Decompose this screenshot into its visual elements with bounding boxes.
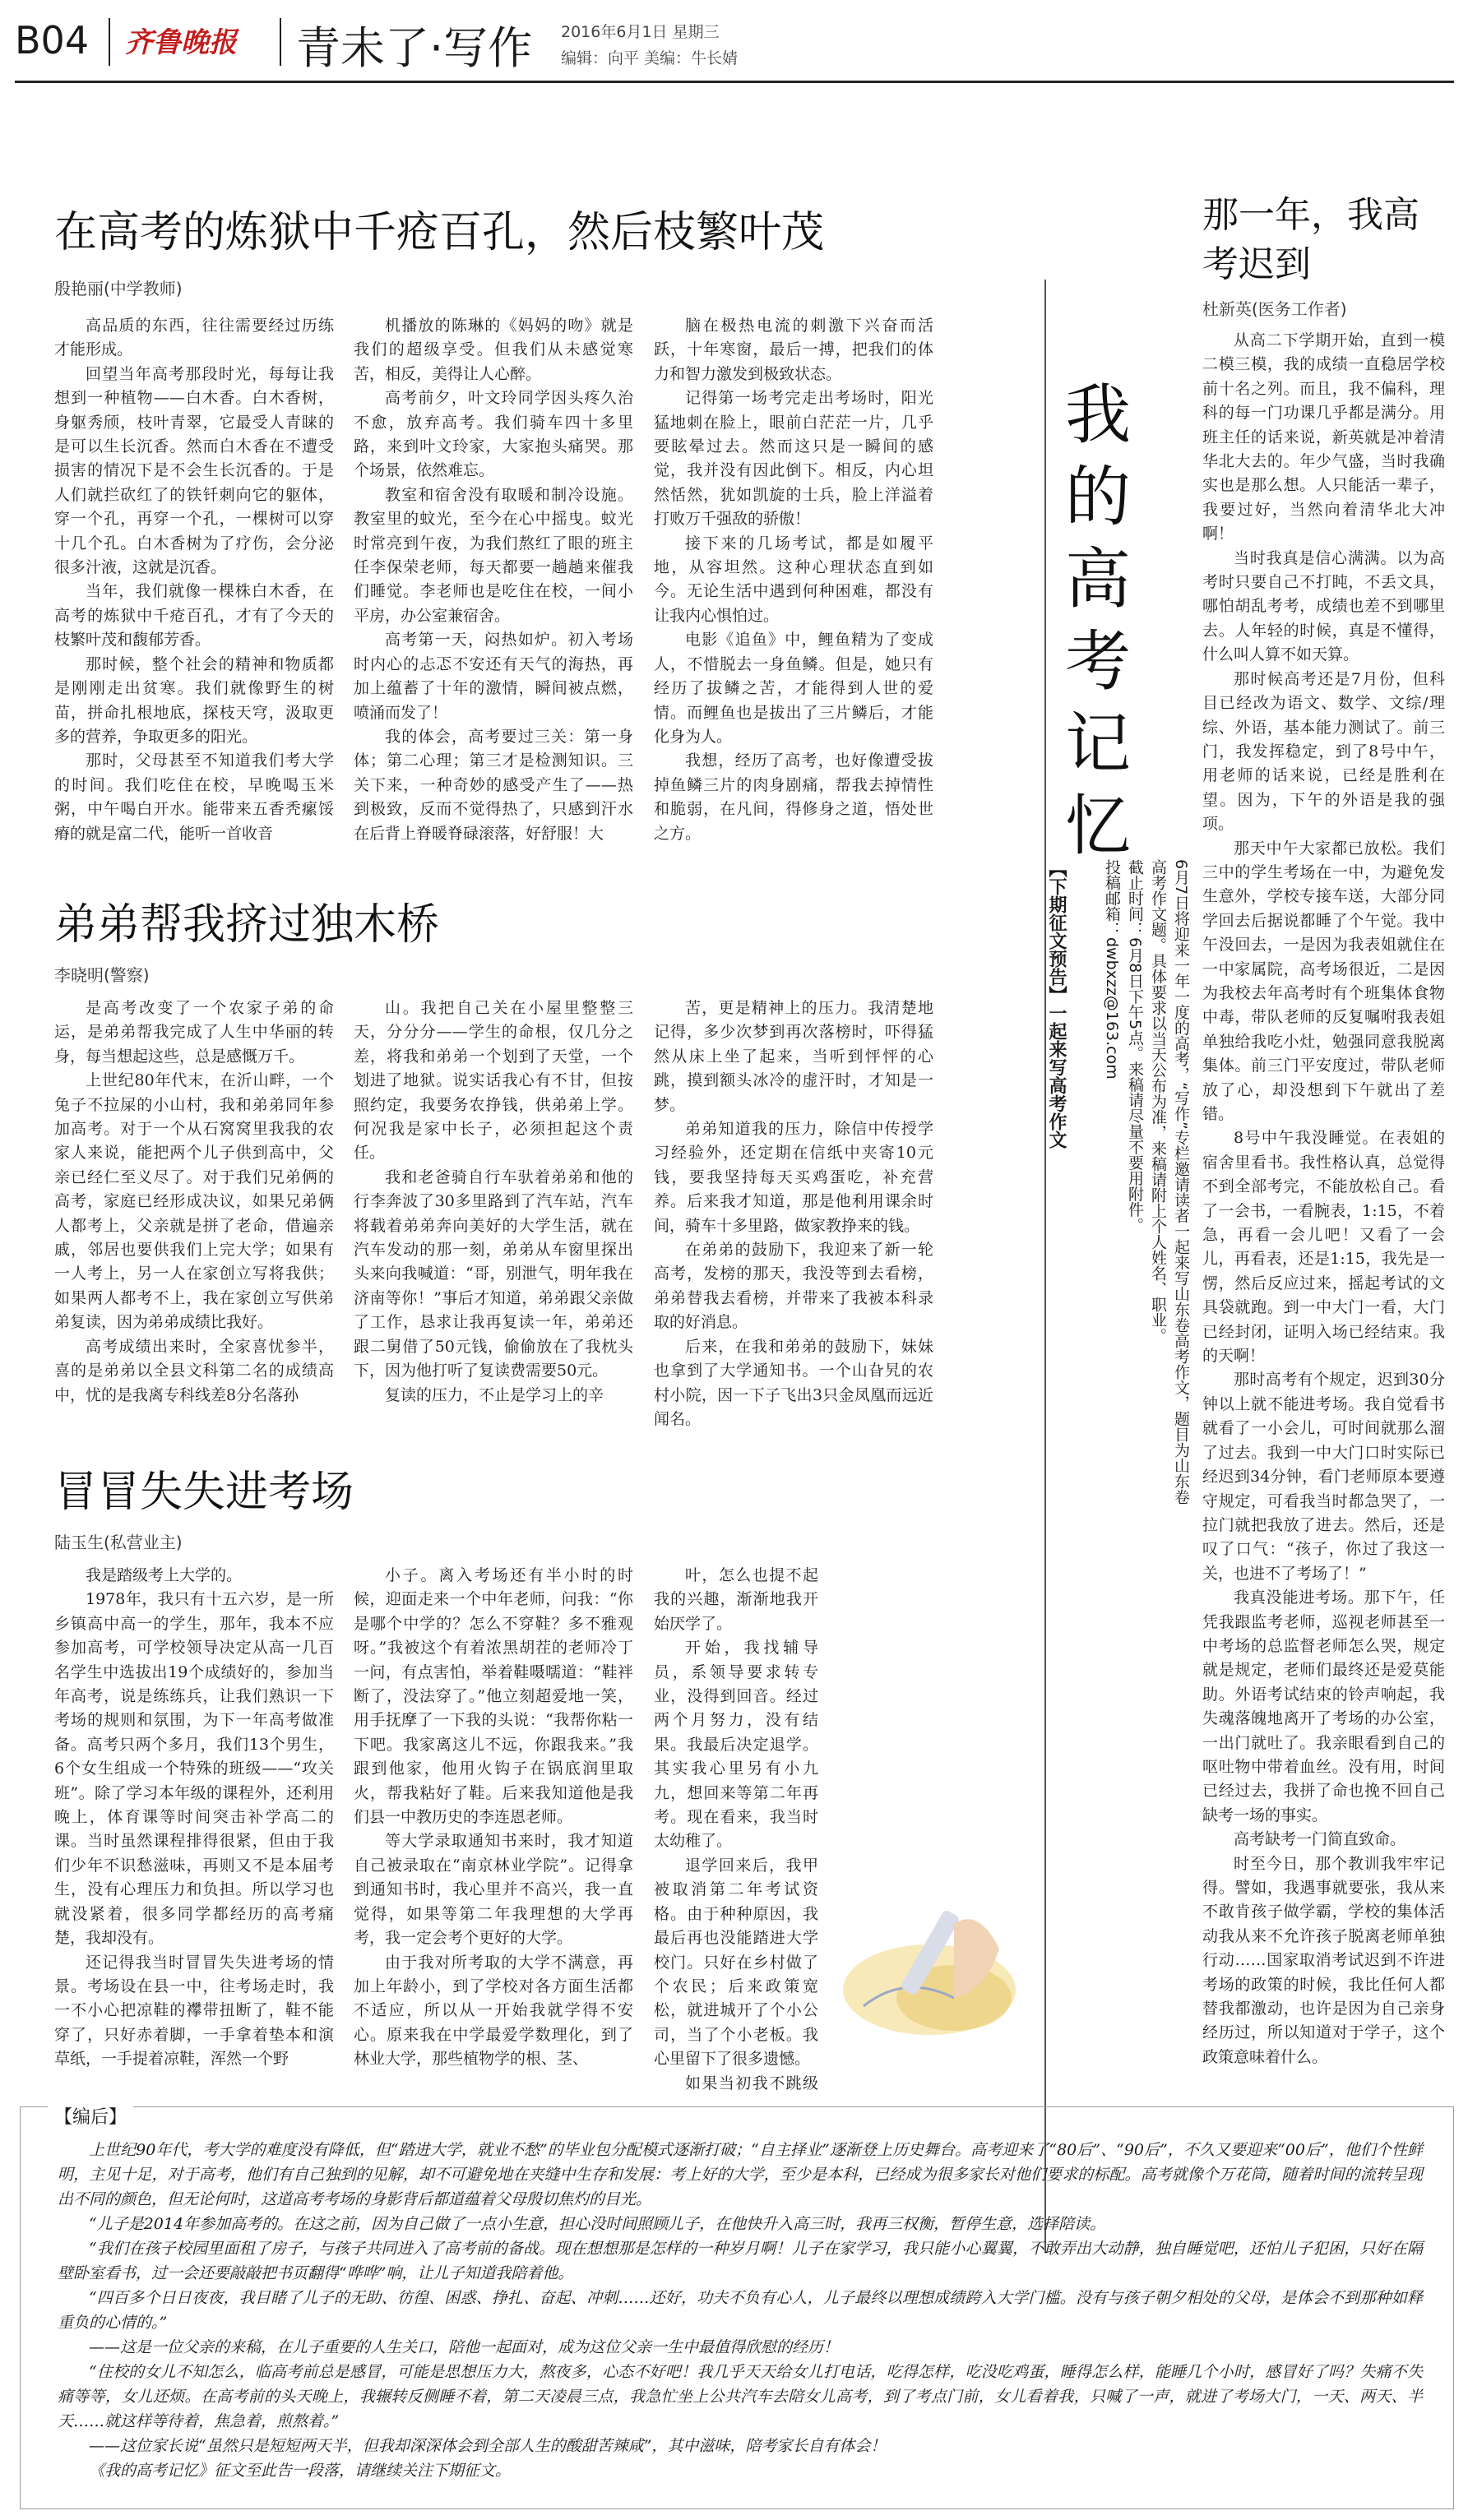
- paragraph: 那时候，整个社会的精神和物质都是刚刚走出贫寒。我们就像野生的树苗，拼命扎根地底，探枝天穹，汲取更多的营养，争取更多的阳光。: [54, 654, 334, 746]
- paragraph: 我的体会，高考要过三关：第一身体；第二心理；第三才是检测知识。三关下来，一种奇妙的感受产生了——热到极致，反而不觉得热了，只感到汗水在后背上脊暖脊碌滚落，好舒服！大: [354, 727, 633, 843]
- paragraph: 等大学录取通知书来时，我才知道自己被录取在“南京林业学院”。记得拿到通知书时，我心里并不高兴，我一直觉得，如果等第二年我理想的大学再考，我一定会考个更好的大学。: [354, 1832, 633, 1948]
- paragraph: 高考前夕，叶文玲同学因头疼久治不愈，放弃高考。我们骑车四十多里路，来到叶文玲家，大家抱头痛哭。那个场景，依然难忘。: [354, 389, 633, 480]
- section-title: 青未了·写作: [296, 22, 533, 74]
- paragraph: 机播放的陈琳的《妈妈的吻》就是我们的超级享受。但我们从未感觉寒苦，相反，美得让人心醉。: [354, 317, 633, 383]
- preview-heading: [1044, 859, 1067, 2051]
- paragraph: 那时候高考还是7月份，但科目已经改为语文、数学、文综/理综、外语，基本能力测试了。前三门，我发挥稳定，到了8号中午，用老师的话来说，已经是胜利在望。因为，下午的外语是我的强项。: [1202, 669, 1445, 834]
- article-column: [54, 996, 334, 1457]
- paragraph: 教室和宿舍没有取暖和制冷设施。教室里的蚊光，至今在心中摇曳。蚊光时常亮到午夜，为我们熬红了眼的班主任李保荣老师，每天都要一趟趟来催我们睡觉。李老师也是吃住在校，一间小平房，办公室兼宿舍。: [354, 485, 633, 625]
- paragraph: 还记得我当时冒冒失失进考场的情景。考场设在县一中，往考场走时，我一不小心把凉鞋的襻带扭断了，鞋不能穿了，只好赤着脚，一手拿着垫本和演草纸，一手提着凉鞋，浑然一个野: [54, 1953, 334, 2069]
- note-paragraph: “住校的女儿不知怎么，临高考前总是感冒，可能是思想压力大，熬夜多，心态不好吧！我几乎天天给女儿打电话，吃得怎样，吃没吃鸡蛋，睡得怎么样，能睡几个小时，感冒好了吗？失痛不失痛等等，女儿还烦。在高考前的头天晚上，我辗转反侧睡不着，第二天凌晨三点，我急忙坐上公共汽车去陪女儿高考，到了考点门前，女儿看着我，只喊了一声，就进了考场大门，一天、两天、半天……就这样等待着，焦急着，煎熬着。”: [58, 2363, 1423, 2430]
- paragraph: 时至今日，那个教训我牢牢记得。譬如，我遇事就要张，我从来不敢肯孩子做学霸，学校的集体活动我从来不允许孩子脱离老师单独行动……国家取消考试迟到不许进考场的政策的时候，我比任何人都替我都激动，也许是因为自己亲身经历过，所以知道对于学子，这个政策意味着什么。: [1202, 1854, 1445, 2066]
- newspaper-logo: 齐鲁晚报: [125, 26, 237, 59]
- paragraph: 回望当年高考那段时光，每每让我想到一种植物——白木香。白木香树，身躯秀颀，枝叶青翠，它最受人青睐的是可以生长沉香。然而白木香在不遭受损害的情况下是不会生长沉香的。于是人们就拦砍红了的铁钎刺向它的躯体，穿一个孔，再穿一个孔，一棵树可以穿十几个孔。白木香树为了疗伤，会分泌很多汁液，这就是沉香。: [54, 364, 334, 577]
- note-paragraph: ——这是一位父亲的来稿，在儿子重要的人生关口，陪他一起面对，成为这位父亲一生中最值得欣慰的经历！: [89, 2338, 840, 2356]
- paragraph: 接下来的几场考试，都是如履平地，从容坦然。这种心理状态直到如今。无论生活中遇到何种困难，都没有让我内心惧怕过。: [654, 534, 933, 625]
- preview-line: 高考作文题。具体要求以当天公布为准，来稿请附上个人姓名、职业。: [1149, 859, 1167, 1343]
- article-column: [354, 996, 633, 1457]
- paragraph: 退学回来后，我甲被取消第二年考试资格。由于种种原因，我最后再也没能踏进大学校门。只好在乡村做了个农民；后来政策宽松，就进城开了个小公司，当了个小老板。我心里留下了很多遗憾。: [654, 1856, 818, 2069]
- paragraph: 开始，我找辅导员，系领导要求转专业，没得到回音。经过两个月努力，没有结果。我最后决定退学。其实我心里另有小九九，想回来等第二年再考。现在看来，我当时太幼稚了。: [654, 1639, 818, 1851]
- paragraph: 高考成绩出来时，全家喜忧参半，喜的是弟弟以全县文科第二名的成绩高中，忧的是我离专科线差8分名落孙: [54, 1337, 334, 1404]
- preview-text: [1069, 859, 1192, 2051]
- note-paragraph: “儿子是2014年参加高考的。在这之前，因为自己做了一点小生意，担心没时间照顾儿子，在他快升入高三时，我再三权衡，暂停生意，选择陪读。: [89, 2215, 1106, 2233]
- paragraph: 当时我真是信心满满。以为高考时只要自己不打盹，不丢文具，哪怕胡乱考考，成绩也差不到哪里去。人年轻的时候，真是不懂得，什么叫人算不如天算。: [1202, 548, 1445, 664]
- note-paragraph: “我们在孩子校园里面租了房子，与孩子共同进入了高考前的备战。现在想想那是怎样的一种岁月啊！儿子在家学习，我只能小心翼翼，不敢弄出大动静，独自睡觉吧，还怕儿子犯困，只好在隔壁卧室看书，过一会还要敲敲把书页翻得“哗哗”响，让儿子知道我陪着他。: [58, 2240, 1423, 2282]
- paragraph: 我想，经历了高考，也好像遭受拔掉鱼鳞三片的肉身剧痛，帮我去掉情性和脆弱，在凡间，得修身之道，悟处世之方。: [654, 751, 933, 843]
- paragraph: 山。我把自己关在小屋里整整三天，分分分——学生的命根，仅几分之差，将我和弟弟一个划到了天堂，一个划进了地狱。说实话我心有不甘，但按照约定，我要务农挣钱，供弟弟上学。何况我是家中长子，必须担起这个责任。: [354, 999, 633, 1163]
- article-column: [1202, 329, 1445, 2097]
- paragraph: 我是踏级考上大学的。: [86, 1566, 243, 1584]
- editors-line: 编辑：向平 美编：牛长婧: [561, 49, 739, 67]
- preview-title: 一起来写高考作文: [1046, 1004, 1067, 1149]
- article-column: [654, 996, 933, 1457]
- paragraph: 后来，在我和弟弟的鼓励下，妹妹也拿到了大学通知书。一个山旮旯的农村小院，因一下子飞出3只金凤凰而远近闻名。: [654, 1337, 933, 1428]
- paragraph: 弟弟知道我的压力，除信中传授学习经验外，还定期在信纸中夹寄10元钱，要我坚持每天买鸡蛋吃，补充营养。后来我才知道，那是他利用课余时间，骑车十多里路，做家教挣来的钱。: [654, 1120, 933, 1235]
- paragraph: 8号中午我没睡觉。在表姐的宿舍里看书。我性格认真，总觉得不到全部考完，不能放松自己。看了一会书，一看腕表，1:15，不着急，再看一会儿吧！又看了一会儿，再看表，还是1:15，我先是一愣，然后反应过来，摇起考试的文具袋就跑。到一中大门一看，大门已经封闭，证明入场已经结束。我的天啊！: [1202, 1129, 1445, 1366]
- article-column: [54, 1564, 334, 2098]
- paragraph: 记得第一场考完走出考场时，阳光猛地刺在脸上，眼前白茫茫一片，几乎要眩晕过去。然而这只是一瞬间的感觉，我并没有因此倒下。相反，内心坦然恬然，犹如凯旋的士兵，脸上洋溢着打败万千强敌的骄傲！: [654, 389, 933, 529]
- pen-illustration: [831, 1875, 1020, 2047]
- header-divider: [280, 18, 281, 66]
- paragraph: 从高二下学期开始，直到一模二模三模，我的成绩一直稳居学校前十名之列。而且，我不偏科，理科的每一门功课几乎都是满分。用班主任的话来说，新英就是冲着清华北大去的。年少气盛，当时我确实也是那么想。人只能活一辈子，我要过好，当然向着清华北大冲啊！: [1202, 331, 1445, 543]
- paragraph: 小子。离入考场还有半小时的时候，迎面走来一个中年老师，问我：“你是哪个中学的？怎么不穿鞋？多不雅观呀。”我被这个有着浓黑胡茬的老师冷丁一问，有点害怕，举着鞋嗫嚅道：“鞋袢断了，没法穿了。”他立刻超爱地一笑，用手抚摩了一下我的头说：“我帮你粘一下吧。我家离这儿不远，你跟我来。”我跟到他家，他用火钩子在锅底润里取火，帮我粘好了鞋。后来我知道他是我们县一中教历史的李连恩老师。: [354, 1566, 633, 1827]
- article-byline: 殷艳丽(中学教师): [54, 279, 183, 298]
- article-title: 那一年，我高考迟到: [1202, 194, 1419, 285]
- preview-line: 截止时间：6月8日下午5点。来稿请尽量不要用附件。: [1126, 859, 1144, 1233]
- note-paragraph: 《我的高考记忆》征文至此告一段落，请继续关注下期征文。: [89, 2462, 512, 2480]
- issue-date: 2016年6月1日 星期三: [561, 23, 720, 41]
- paragraph: 复读的压力，不止是学习上的辛: [385, 1385, 604, 1404]
- paragraph: 1978年，我只有十五六岁，是一所乡镇高中高一的学生，那年，我本不应参加高考，可学校领导决定从高一几百名学生中选拔出19个成绩好的，参加当年高考，说是练练兵，让我们熟识一下考场的规则和氛围，为下一年高考做准备。高考只两个多月，我们13个男生，6个女生组成一个特殊的班级——“攻关班”。除了学习本年级的课程外，还利用晚上，体育课等时间突击补学高二的课。当时虽然课程排得很紧，但由于我们少年不识愁滋味，再则又不是本届考生，没有心理压力和负担。所以学习也就没紧着，很多同学都经历的高考痛楚，我却没有。: [54, 1590, 334, 1948]
- article-byline: 杜新英(医务工作者): [1202, 299, 1347, 319]
- paragraph: 如果当初我不跳级: [685, 2074, 818, 2092]
- paragraph: 那时高考有个规定，迟到30分钟以上就不能进考场。我自觉看书就看了一小会儿，可时间就那么溜了过去。我到一中大门口时实际已经迟到34分钟，看门老师原本要遵守规定，可看我当时都急哭了，一拉门就把我放了进去。然后，还是叹了口气：“孩子，你过了我这一关，也进不了考场了！”: [1202, 1371, 1445, 1583]
- article-title: 在高考的炼狱中千疮百孔，然后枝繁叶茂: [54, 208, 825, 257]
- paragraph: 高品质的东西，往往需要经过历练才能形成。: [54, 317, 334, 359]
- page-number: B04: [15, 18, 90, 62]
- paragraph: 脑在极热电流的刺激下兴奋而活跃，十年寒窗，最后一搏，把我们的体力和智力激发到极致状态。: [654, 317, 933, 383]
- article-column: [354, 314, 633, 890]
- header-rule: [15, 81, 1454, 83]
- paragraph: 当年，我们就像一棵株白木香，在高考的炼狱中千疮百孔，才有了今天的枝繁叶茂和馥郁芳香。: [54, 582, 334, 650]
- paragraph: 电影《追鱼》中，鲤鱼精为了变成人，不惜脱去一身鱼鳞。但是，她只有经历了拔鳞之苦，才能得到人世的爱情。而鲤鱼也是拔出了三片鳞后，才能化身为人。: [654, 631, 933, 746]
- paragraph: 高考缺考一门简直致命。: [1234, 1830, 1406, 1849]
- paragraph: 高考第一天，闷热如炉。初入考场时内心的忐忑不安还有天气的海热，再加上蕴蓄了十年的激情，瞬间被点燃，喷涌而发了！: [354, 631, 633, 722]
- preview-label: 【下期征文预告】: [1046, 859, 1067, 1004]
- article-title: 冒冒失失进考场: [54, 1468, 354, 1517]
- paragraph: 我真没能进考场。那下午，任凭我跟监考老师，巡视老师甚至一中考场的总监督老师怎么哭，规定就是规定，老师们最终还是爱莫能助。外语考试结束的铃声响起，我失魂落魄地离开了考场的办公室，一出门就吐了。我亲眼看到自己的呕吐物中带着血丝。没有用，时间已经过去，我拼了命也挽不回自己缺考一场的事实。: [1202, 1588, 1445, 1824]
- paragraph: 上世纪80年代末，在沂山畔，一个兔子不拉屎的小山村，我和弟弟同年参加高考。对于一个从石窝窝里我我的农家人来说，能把两个儿子供到高中，父亲已经仁至义尽了。对于我们兄弟俩的高考，家庭已经形成决议，如果兄弟俩人都考上，父亲就是拼了老命，借遍亲戚，邻居也要供我们上完大学；如果有一人考上，另一人在家创立写将我供；如果两人都考不上，我在家创立写供弟弟复读，因为弟弟成绩比我好。: [54, 1071, 334, 1332]
- article-column: [354, 1564, 633, 2098]
- note-paragraph: “四百多个日日夜夜，我目睹了儿子的无助、彷徨、困惑、挣扎、奋起、冲刺……还好，功夫不负有心人，儿子最终以理想成绩跨入大学门槛。没有与孩子朝夕相处的父母，是体会不到那种如释重负的心情的。”: [58, 2289, 1423, 2332]
- paragraph: 由于我对所考取的大学不满意，再加上年龄小，到了学校对各方面生活都不适应，所以从一开始我就学得不安心。原来我在中学最爱学数理化，到了林业大学，那些植物学的根、茎、: [354, 1953, 633, 2069]
- editor-note-label: 【编后】: [48, 2103, 133, 2129]
- paragraph: 在弟弟的鼓励下，我迎来了新一轮高考，发榜的那天，我没等到去看榜，弟弟替我去看榜，并带来了我被本科录取的好消息。: [654, 1241, 933, 1332]
- article-column: [654, 314, 933, 890]
- article-column: [54, 314, 334, 890]
- article-byline: 李晓明(警察): [54, 965, 150, 985]
- preview-line: 6月7日将迎来一年一度的高考，“写作”专栏邀请读者一起来写山东卷高考作文，题目为山东卷: [1172, 859, 1190, 1505]
- feature-title: 我的高考记忆: [1065, 377, 1131, 864]
- article-title: 弟弟帮我挤过独木桥: [54, 900, 440, 950]
- paragraph: 那时，父母甚至不知道我们考大学的时间。我们吃住在校，早晚喝玉米粥，中午喝白开水。能带来五香秃瘰馁瘠的就是富二代，能听一首收音: [54, 751, 334, 843]
- paragraph: 我和老爸骑自行车驮着弟弟和他的行李奔波了30多里路到了汽车站，汽车将载着弟弟奔向美好的大学生活，就在汽车发动的那一刻，弟弟从车窗里探出头来向我喊道：“哥，别泄气，明年我在济南等你！”事后才知道，弟弟跟父亲做了工作，恳求让我再复读一年，弟弟还跟二舅借了50元钱，偷偷放在了我枕头下，因为他打听了复读费需要50元。: [354, 1168, 633, 1380]
- paragraph: 叶，怎么也提不起我的兴趣，渐渐地我开始厌学了。: [654, 1566, 818, 1633]
- paragraph: 那天中午大家都已放松。我们三中的学生考场在一中，为避免发生意外，学校专接车送，大部分同学回去后据说都睡了个午觉。我中午没回去，一是因为我表姐就住在一中家属院，高考场很近，二是因为我校去年高考时有个班集体食物中毒，带队老师的反复嘱咐我表姐单独给我吃小灶，勉强同意我脱离集体。前三门平安度过，带队老师放了心，却没想到下午就出了差错。: [1202, 839, 1445, 1123]
- note-paragraph: 上世纪90年代，考大学的难度没有降低，但“踏进大学，就业不愁”的毕业包分配模式逐渐打破；“自主择业”逐渐登上历史舞台。高考迎来了“80后”、“90后”，不久又要迎来“00后”，他们个性鲜明，主见十足，对于高考，他们有自己独到的见解，却不可避免地在夹缝中生存和发展：考上好的大学，至少是本科，已经成为很多家长对他们要求的标配。高考就像个万花筒，随着时间的流转呈现出不同的颜色，但无论何时，这道高考考场的身影背后都道蕴着父母殷切焦灼的目光。: [58, 2141, 1423, 2208]
- paragraph: 是高考改变了一个农家子弟的命运，是弟弟帮我完成了人生中华丽的转身，每当想起这些，总是感慨万千。: [54, 999, 334, 1066]
- preview-line: 投稿邮箱：dwbxzz@163.com: [1103, 859, 1121, 1080]
- header-divider: [109, 18, 110, 66]
- article-byline: 陆玉生(私营业主): [54, 1533, 183, 1552]
- note-paragraph: ——这位家长说“虽然只是短短两天半，但我却深深体会到全部人生的酸甜苦辣咸”，其中滋味，陪考家长自有体会！: [89, 2437, 887, 2455]
- article-column: [654, 1564, 818, 2098]
- paragraph: 苦，更是精神上的压力。我清楚地记得，多少次梦到再次落榜时，吓得猛然从床上坐了起来，当听到怦怦的心跳，摸到额头冰冷的虚汗时，才知是一梦。: [654, 999, 933, 1114]
- editor-note: [58, 2138, 1423, 2483]
